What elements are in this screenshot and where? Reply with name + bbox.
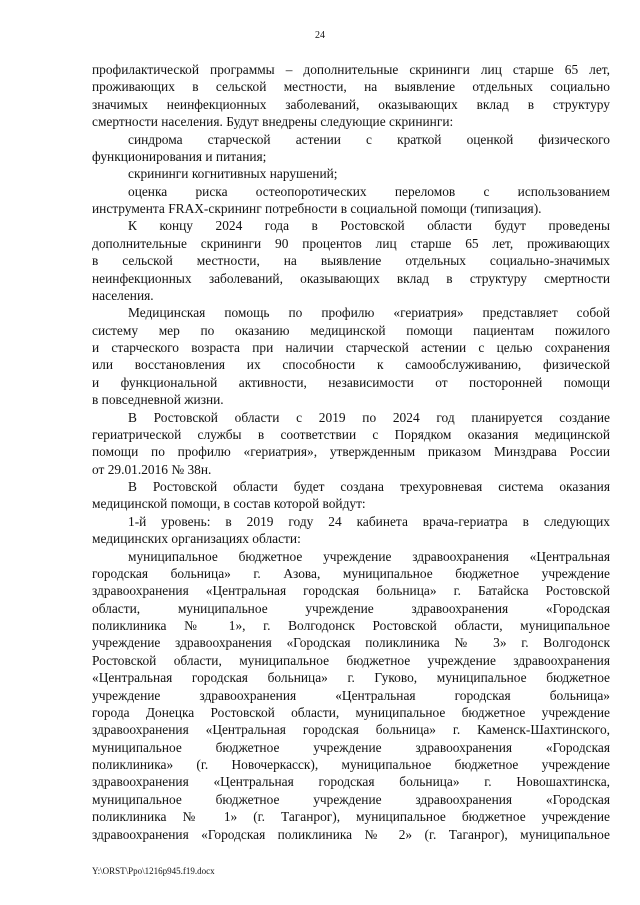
text-line: в сельской местности, на выявление отдельных социально-значимых: [92, 253, 610, 269]
text-line: в повседневной жизни.: [92, 392, 224, 408]
text-line: поликлиника № 1», г. Волгодонск Ростовской области, муниципальное: [92, 618, 610, 633]
text-line: муниципальное бюджетное учреждение здравоохранения «Центральная: [128, 548, 610, 564]
text-line: К концу 2024 года в Ростовской области будут проведены: [128, 218, 610, 234]
text-line: неинфекционных заболеваний, оказывающих вклад в структуру смертности: [92, 270, 610, 286]
text-line: оценка риска остеопоротических переломов с использованием: [128, 183, 610, 199]
text-line: города Донецка Ростовской области, муниципальное бюджетное учреждение: [92, 704, 610, 720]
text-line: Ростовской области, муниципальное бюджетное учреждение здравоохранения: [92, 652, 610, 668]
text-line: области, муниципальное учреждение здравоохранения «Городская: [92, 600, 610, 616]
text-line: населения.: [92, 287, 154, 303]
text-line: Медицинская помощь по профилю «гериатрия» представляет собой: [128, 305, 610, 321]
text-line: поликлиника» (г. Новочеркасск), муниципальное бюджетное учреждение: [92, 757, 610, 772]
text-line: гериатрической службы в соответствии с Порядком оказания медицинской: [92, 426, 610, 442]
text-line: муниципальное бюджетное учреждение здравоохранения «Городская: [92, 791, 610, 807]
text-line: учреждение здравоохранения «Центральная городская больница»: [92, 687, 610, 703]
text-line: помощи по профилю «гериатрия», утвержденным приказом Минздрава России: [92, 444, 610, 460]
text-line: профилактической программы – дополнительные скрининги лиц старше 65 лет,: [92, 62, 610, 77]
text-line: учреждение здравоохранения «Городская поликлиника № 3» г. Волгодонск: [92, 635, 610, 651]
text-line: «Центральная городская больница» г. Гуково, муниципальное бюджетное: [92, 670, 610, 686]
body-text: [92, 61, 610, 843]
text-line: систему мер по оказанию медицинской помощи пациентам пожилого: [92, 322, 610, 338]
text-line: поликлиника № 1» (г. Таганрог), муниципальное бюджетное учреждение: [92, 809, 610, 825]
text-line: и старческого возраста при наличии старческой астении с целью сохранения: [92, 340, 610, 355]
text-line: функционирования и питания;: [92, 148, 267, 164]
text-line: муниципальное бюджетное учреждение здравоохранения «Городская: [92, 739, 610, 755]
text-line: скрининги когнитивных нарушений;: [128, 166, 338, 182]
text-line: здравоохранения «Центральная городская больница» г. Батайска Ростовской: [92, 583, 610, 599]
file-path-footer: Y:\ORST\Ppo\1216p945.f19.docx: [92, 866, 215, 876]
text-line: В Ростовской области будет создана трехуровневая система оказания: [128, 479, 610, 494]
text-line: В Ростовской области с 2019 по 2024 год планируется создание: [128, 409, 610, 425]
text-line: 1-й уровень: в 2019 году 24 кабинета врача-гериатра в следующих: [128, 513, 610, 529]
text-line: здравоохранения «Центральная городская больница» г. Каменск-Шахтинского,: [92, 722, 610, 738]
text-line: смертности населения. Будут внедрены следующие скрининги:: [92, 114, 454, 130]
text-line: здравоохранения «Центральная городская больница» г. Новошахтинска,: [92, 774, 610, 790]
text-line: или восстановления их способности к самообслуживанию, физической: [92, 357, 610, 373]
page-number: 24: [315, 30, 325, 41]
text-line: значимых неинфекционных заболеваний, оказывающих вклад в структуру: [92, 96, 610, 112]
text-line: проживающих в сельской местности, на выявление отдельных социально: [92, 79, 610, 95]
text-line: здравоохранения «Городская поликлиника № 2» (г. Таганрог), муниципальное: [92, 826, 610, 842]
text-line: городская больница» г. Азова, муниципальное бюджетное учреждение: [92, 565, 610, 581]
text-line: и функциональной активности, независимости от посторонней помощи: [92, 374, 610, 390]
text-line: медицинских организациях области:: [92, 531, 301, 547]
text-line: медицинской помощи, в состав которой войдут:: [92, 496, 366, 512]
text-line: дополнительные скрининги 90 процентов лиц старше 65 лет, проживающих: [92, 235, 610, 251]
text-line: инструмента FRAX-скрининг потребности в социальной помощи (типизация).: [92, 201, 542, 216]
text-line: синдрома старческой астении с краткой оценкой физического: [128, 131, 610, 147]
text-line: от 29.01.2016 № 38н.: [92, 461, 212, 477]
